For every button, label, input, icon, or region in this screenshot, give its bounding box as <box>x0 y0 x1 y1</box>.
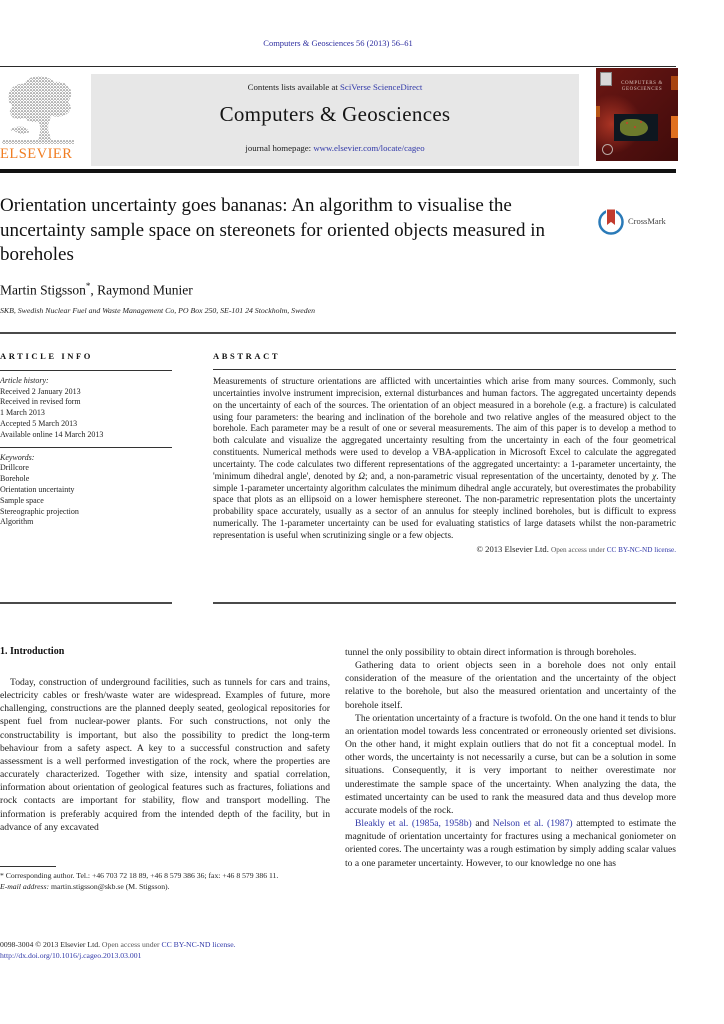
section-heading-introduction: 1. Introduction <box>0 646 65 657</box>
cover-accent-strip <box>671 76 678 90</box>
crossmark-label: CrossMark <box>628 216 666 226</box>
cc-license-link-footer[interactable]: CC BY-NC-ND license. <box>161 940 236 949</box>
intro-paragraph: Today, construction of underground facilities, such as tunnels for cars and trains, electricity cables or fresh/waste water are widespread. Examples of future, more challenging, constructions are the planned deeply seated, geological repositories for spent fuel from nuclear-power plants. For such constructions, not only the constructability is important, but also the possibility to predict the long-term behaviour from a safety aspect. A key to a successful construction and safety assessment is a well performed investigation of the rock, where the properties are accurately characterized. Together with size, intensity and spatial correlation, information about orientation of geological features such as fractures, foliations and rock contacts are important for stability, flow and transport modelling. The information is preferably acquired from the intended depth of the facility, but in advance of any excavated <box>0 677 330 833</box>
article-history <box>0 371 172 448</box>
doi-link[interactable]: http://dx.doi.org/10.1016/j.cageo.2013.03.001 <box>0 951 142 960</box>
intro-right-column <box>345 646 676 870</box>
cc-license-link[interactable]: CC BY-NC-ND license. <box>606 545 676 554</box>
journal-homepage-line <box>91 143 579 153</box>
keyword: Sample space <box>0 495 44 505</box>
affiliation: SKB, Swedish Nuclear Fuel and Waste Management Co, PO Box 250, SE-101 24 Stockholm, Sweden <box>0 306 316 315</box>
article-title: Orientation uncertainty goes bananas: An algorithm to visualise the uncertainty sample space on stereonets for oriented objects measured in boreholes <box>0 195 545 265</box>
abstract-copyright: © 2013 Elsevier Ltd. Open access under CC BY-NC-ND license. <box>476 543 676 554</box>
keyword: Stereographic projection <box>0 506 79 516</box>
article-info-section <box>0 344 172 604</box>
cover-accent-strip <box>596 106 600 117</box>
author-1[interactable]: Martin Stigsson <box>0 282 86 298</box>
elsevier-wordmark: ELSEVIER <box>0 146 73 162</box>
email-address[interactable]: martin.stigsson@skb.se (M. Stigsson). <box>49 881 170 891</box>
crossmark-icon <box>598 206 624 236</box>
corresponding-author-footnote <box>0 871 332 892</box>
footnote-divider <box>0 866 56 867</box>
abstract-section <box>213 344 676 604</box>
contents-prefix: Contents lists available at <box>247 82 341 92</box>
authors-line <box>0 281 193 299</box>
keywords-block <box>0 448 172 529</box>
elsevier-tree-icon <box>0 74 78 148</box>
journal-citation-header: Computers & Geosciences 56 (2013) 56–61 <box>263 38 413 48</box>
sciverse-sciencedirect-link[interactable]: SciVerse ScienceDirect <box>340 82 423 92</box>
author-2[interactable]: , Raymond Munier <box>90 282 193 298</box>
journal-homepage-link[interactable]: www.elsevier.com/locate/cageo <box>313 143 425 153</box>
history-line: Accepted 5 March 2013 <box>0 418 78 428</box>
keyword: Drillcore <box>0 463 29 473</box>
history-line: Received 2 January 2013 <box>0 386 81 396</box>
abstract-text: Measurements of structure orientations are afflicted with uncertainties which arise from many sources. Commonly, such uncertainties involve instrument imprecision, external disturbances and human factors. The aggregated uncertainty depends on the uncertainty of each of the sources. The orientation of an object measured in a borehole (e.g. a fracture) is calculated using four parameters: the bearing and inclination of the borehole and two relative angles of the measured object to the borehole. Each parameter may be a result of one or several measurements. The aim of this paper is to develop a method to both calculate and visualize the aggregated uncertainty resulting from the uncertainty in each of the four geometrical constituents. Numerical methods were used to develop a VBA-application in Microsoft Excel to calculate the aggregated uncertainty. The code calculates two different representations of the aggregated uncertainty: a 1-parameter uncertainty, the 'minimum dihedral angle', denoted by Ω; and, a non-parametric visual representation of the uncertainty, denoted by χ. The simple 1-parameter uncertainty algorithm calculates the minimum dihedral angle accurately, but overestimates the probability space that plots as an ellipsoid on a lower hemisphere stereonet. The non-parametric representation plots the uncertainty probability space accurately, usually as a sector of an annulus for steeply inclined boreholes, but is difficult to express numerically. The 1-parameter uncertainty can be used for evaluating statistics of large datasets whilst the non-parametric representation is useful when scrutinizing single or a few objects. <box>213 376 677 540</box>
email-label: E-mail address: <box>0 881 50 891</box>
abstract-heading: ABSTRACT <box>213 344 676 370</box>
cover-title: COMPUTERS & GEOSCIENCES <box>621 81 663 92</box>
history-line: Available online 14 March 2013 <box>0 429 104 439</box>
elsevier-logo[interactable] <box>0 74 90 168</box>
keyword: Borehole <box>0 474 30 484</box>
keywords-label: Keywords: <box>0 452 35 462</box>
article-info-heading: ARTICLE INFO <box>0 344 172 371</box>
section-divider <box>0 332 676 334</box>
email-line <box>0 882 332 893</box>
issn-copyright-line: 0098-3004 © 2013 Elsevier Ltd. Open access under CC BY-NC-ND license. <box>0 940 236 949</box>
homepage-prefix: journal homepage: <box>245 143 314 153</box>
history-line: Received in revised form <box>0 397 81 407</box>
intro-paragraph: The orientation uncertainty of a fracture is twofold. On the one hand it tends to blur an orientation model towards less concentrated or erroneously oriented set divisions. On the other hand, it might explain outliers that do not fit a conceptual model. In other words, the uncertainty is not necessarily a curse, but can be a solution in some situations. Consequently, it is very important to neither overestimate nor underestimate the sample space of the uncertainty. When analyzing the data, the estimated uncertainty can be used to rank the measured data and thus develop more accurate models of the rock. <box>345 712 676 816</box>
history-label: Article history: <box>0 375 49 385</box>
chi-symbol: χ <box>652 470 657 481</box>
cover-accent-strip <box>671 116 678 138</box>
omega-symbol: Ω <box>358 470 366 481</box>
crossmark-badge[interactable] <box>598 206 666 236</box>
keyword: Algorithm <box>0 517 34 527</box>
citation-nelson[interactable]: Nelson et al. (1987) <box>492 818 573 830</box>
history-line: 1 March 2013 <box>0 408 45 418</box>
cover-map-image <box>614 114 658 141</box>
citation-bleakly[interactable]: Bleakly et al. (1985a, 1958b) <box>355 818 472 830</box>
intro-paragraph: tunnel the only possibility to obtain direct information is through boreholes. <box>345 647 637 658</box>
cover-emblem-icon <box>602 144 613 155</box>
corresponding-author-mark: * <box>85 281 91 291</box>
keyword: Orientation uncertainty <box>0 484 75 494</box>
intro-left-column <box>0 676 330 834</box>
top-divider <box>0 66 676 67</box>
contents-line <box>91 82 579 92</box>
corresponding-author-line: * Corresponding author. Tel.: +46 703 72 18 89, +46 8 579 386 36; fax: +46 8 579 386 11. <box>0 871 279 880</box>
journal-title: Computers & Geosciences <box>219 102 451 126</box>
intro-paragraph: Gathering data to orient objects seen in a borehole does not only entail consideration of the measure of the orientation and the uncertainty of the object relative to the borehole, but also the measured orientation and uncertainty of the borehole itself. <box>345 660 676 711</box>
header-divider-bar <box>0 169 676 173</box>
journal-cover-thumbnail[interactable] <box>596 68 678 161</box>
intro-paragraph: Bleakly et al. (1985a, 1958b) and Nelson et al. (1987) attempted to estimate the magnitude of orientation uncertainty for fractures using a mechanical goniometer on oriented cores. The uncertainty was a rough estimation by simply adding scalar values to a one parameter uncertainty. However, to our knowledge no one has <box>345 818 676 869</box>
journal-header-box <box>91 74 579 166</box>
